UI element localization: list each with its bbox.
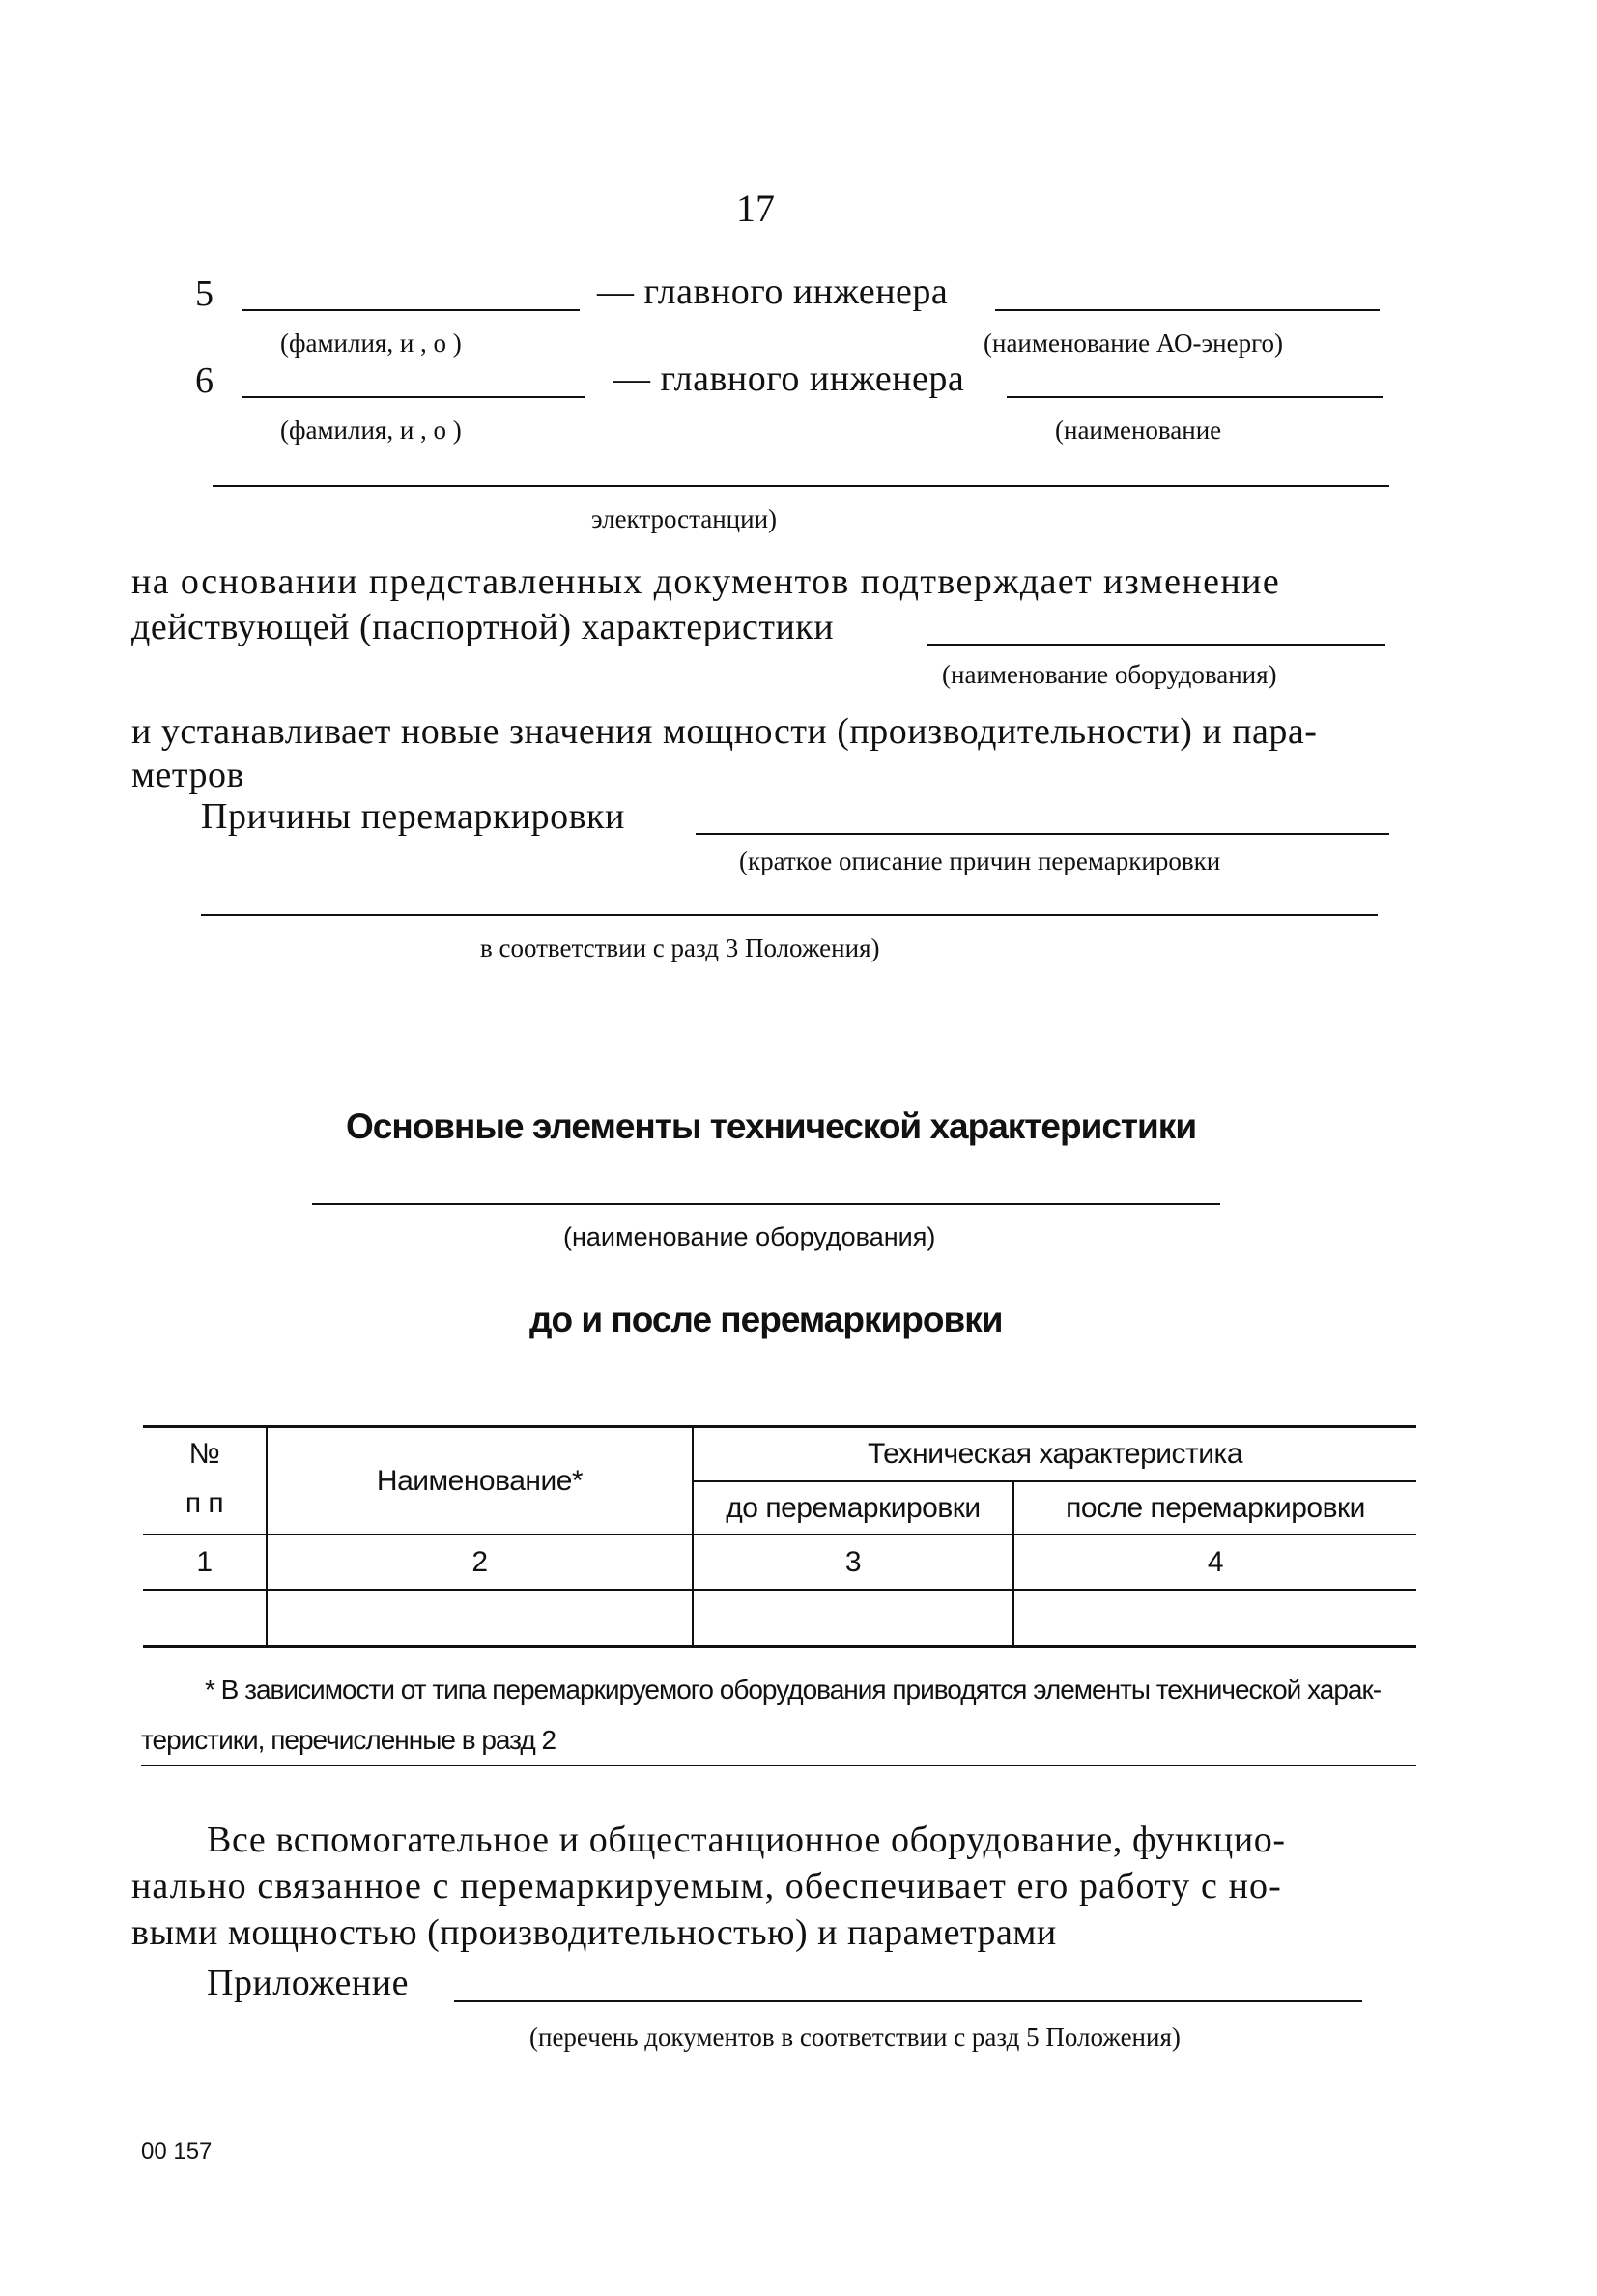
signatory-6-org-caption: (наименование — [1055, 416, 1222, 445]
para1-line2: действующей (паспортной) характеристики — [131, 607, 835, 647]
signatory-5-role: — главного инженера — [597, 272, 949, 312]
section-equipment-line[interactable] — [312, 1203, 1220, 1205]
para3-line1: Все вспомогательное и общестанционное оборудование, функцио- — [207, 1820, 1286, 1860]
equipment-name-caption: (наименование оборудования) — [942, 660, 1277, 689]
signatory-5-name-line[interactable] — [242, 309, 580, 311]
appendix-caption: (перечень документов в соответствии с разд 5 Положения) — [529, 2023, 1181, 2052]
data-cell-1[interactable] — [143, 1591, 266, 1645]
data-cell-4[interactable] — [1014, 1591, 1416, 1645]
page-number: 17 — [736, 187, 775, 230]
para2-line1: и устанавливает новые значения мощности (производительности) и пара- — [131, 711, 1318, 752]
para3-line3: выми мощностью (производительностью) и параметрами — [131, 1912, 1057, 1953]
appendix-label: Приложение — [207, 1963, 409, 2003]
signatory-6-org-line-cont[interactable] — [213, 485, 1389, 487]
col2-header: Наименование* — [376, 1464, 584, 1497]
para1-line1: на основании представленных документов подтверждает изменение — [131, 561, 1281, 602]
reasons-line[interactable] — [696, 833, 1389, 835]
section-title: Основные элементы технической характеристики — [346, 1106, 1197, 1146]
numbering-cell-4: 4 — [1207, 1545, 1224, 1578]
section-equipment-caption: (наименование оборудования) — [563, 1222, 936, 1251]
signatory-6-org-line[interactable] — [1007, 396, 1383, 398]
signatory-5-org-line[interactable] — [995, 309, 1380, 311]
data-cell-3[interactable] — [694, 1591, 1012, 1645]
col3-header: до перемаркировки — [726, 1491, 981, 1524]
signatory-6-number: 6 — [195, 360, 214, 401]
print-code: 00 157 — [141, 2138, 213, 2165]
signatory-6-org-caption-cont: электростанции) — [591, 504, 778, 533]
signatory-6-name-caption: (фамилия, и , о ) — [280, 416, 462, 445]
footnote-line2: теристики, перечисленные в разд 2 — [141, 1725, 556, 1755]
signatory-5-number: 5 — [195, 273, 214, 314]
data-cell-2[interactable] — [268, 1591, 692, 1645]
footnote-rule — [141, 1765, 1416, 1766]
reasons-caption-2: в соответствии с разд 3 Положения) — [480, 933, 880, 962]
para3-line2: нально связанное с перемаркируемым, обеспечивает его работу с но- — [131, 1866, 1282, 1907]
equipment-name-line[interactable] — [927, 644, 1385, 646]
col1-header-line2: п п — [185, 1487, 224, 1519]
reasons-line-cont[interactable] — [201, 914, 1378, 916]
col4-header: после перемаркировки — [1066, 1491, 1365, 1524]
footnote-line1: * В зависимости от типа перемаркируемого оборудования приводятся элементы технической харак- — [205, 1675, 1382, 1705]
para2-line2: метров — [131, 755, 244, 795]
numbering-cell-3: 3 — [844, 1545, 862, 1578]
section-subtitle: до и после перемаркировки — [529, 1300, 1003, 1339]
numbering-cell-2: 2 — [471, 1545, 488, 1578]
reasons-caption-1: (краткое описание причин перемаркировки — [739, 847, 1221, 875]
signatory-5-name-caption: (фамилия, и , о ) — [280, 329, 462, 358]
numbering-cell-1: 1 — [196, 1545, 213, 1578]
signatory-6-name-line[interactable] — [242, 396, 585, 398]
col1-header-line1: № — [188, 1438, 220, 1470]
appendix-line[interactable] — [454, 2000, 1362, 2002]
group-header: Техническая характеристика — [867, 1438, 1243, 1470]
signatory-5-org-caption: (наименование АО-энерго) — [984, 329, 1283, 358]
table-bottom-rule — [143, 1645, 1416, 1648]
signatory-6-role: — главного инженера — [613, 359, 965, 399]
reasons-label: Причины перемаркировки — [201, 796, 625, 837]
